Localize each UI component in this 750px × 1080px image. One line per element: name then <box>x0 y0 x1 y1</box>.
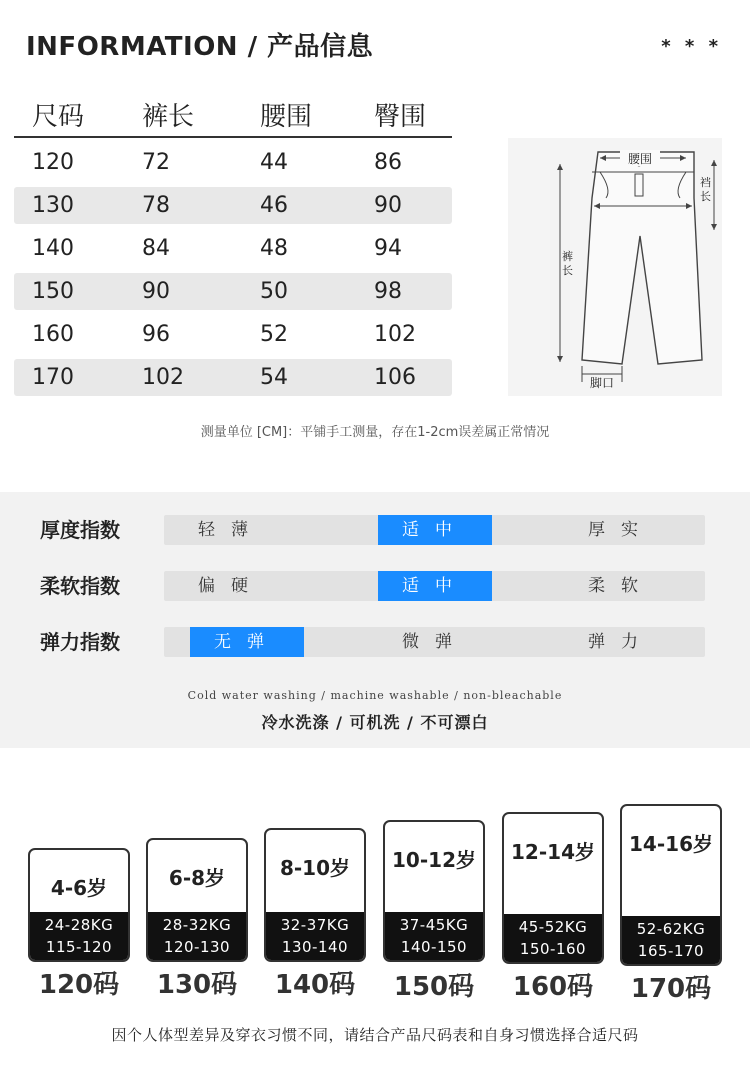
diagram-hem-label: 脚口 <box>589 376 615 390</box>
wash-instructions-cn: 冷水洗涤 / 可机洗 / 不可漂白 <box>261 713 489 732</box>
index-bar <box>164 627 705 657</box>
index-bar <box>164 571 705 601</box>
diagram-rise-label <box>700 175 715 203</box>
rise-char-1: 裆 <box>700 176 711 189</box>
card-size-label: 150码 <box>393 972 475 1002</box>
index-option: 厚实 <box>588 520 654 540</box>
size-card <box>264 828 366 962</box>
index-title: 柔软指数 <box>40 574 120 598</box>
header-length: 裤长 <box>142 101 195 132</box>
table-row <box>14 230 452 267</box>
header-waist: 腰围 <box>260 101 313 132</box>
table-row <box>14 273 452 310</box>
size-table-header <box>14 92 452 138</box>
table-cell: 98 <box>374 279 402 304</box>
table-cell: 96 <box>142 322 170 347</box>
size-table <box>14 92 452 396</box>
card-age: 14-16岁 <box>629 832 713 856</box>
index-option-active: 适中 <box>378 571 492 601</box>
decorative-stars: * * * <box>661 36 722 57</box>
card-info <box>30 912 128 960</box>
table-cell: 44 <box>260 150 288 175</box>
table-cell: 160 <box>32 322 74 347</box>
table-cell: 106 <box>374 365 416 390</box>
card-height: 165-170 <box>637 942 705 960</box>
card-weight: 32-37KG <box>280 916 350 934</box>
diagram-length-label <box>562 249 577 277</box>
card-weight: 52-62KG <box>636 920 706 938</box>
table-cell: 50 <box>260 279 288 304</box>
table-cell: 102 <box>142 365 184 390</box>
elasticity-index-row <box>0 627 750 657</box>
rise-char-2: 长 <box>700 190 711 203</box>
header-hip: 臀围 <box>374 101 427 132</box>
table-cell: 52 <box>260 322 288 347</box>
table-cell: 78 <box>142 193 170 218</box>
index-title: 厚度指数 <box>40 518 120 542</box>
card-weight: 45-52KG <box>518 918 588 936</box>
index-option: 偏硬 <box>198 576 264 596</box>
table-cell: 86 <box>374 150 402 175</box>
card-size-label: 130码 <box>156 970 238 1000</box>
card-info <box>266 912 364 960</box>
card-size-label: 160码 <box>512 972 594 1002</box>
table-cell: 140 <box>32 236 74 261</box>
index-title: 弹力指数 <box>40 630 120 654</box>
table-cell: 54 <box>260 365 288 390</box>
table-cell: 84 <box>142 236 170 261</box>
card-age: 10-12岁 <box>392 848 476 872</box>
table-cell: 94 <box>374 236 402 261</box>
measurement-note: 测量单位 [CM]：平铺手工测量，存在1-2cm误差属正常情况 <box>200 425 550 440</box>
table-row <box>14 187 452 224</box>
card-age: 6-8岁 <box>168 866 226 890</box>
card-info <box>504 914 602 962</box>
table-row <box>14 316 452 353</box>
table-row <box>14 359 452 396</box>
card-height: 140-150 <box>400 938 468 956</box>
card-size-label: 140码 <box>274 970 356 1000</box>
table-cell: 72 <box>142 150 170 175</box>
index-bar <box>164 515 705 545</box>
card-height: 130-140 <box>281 938 349 956</box>
card-weight: 28-32KG <box>162 916 232 934</box>
size-card <box>502 812 604 964</box>
table-cell: 90 <box>374 193 402 218</box>
header-size: 尺码 <box>32 101 85 132</box>
card-weight: 24-28KG <box>44 916 114 934</box>
size-card <box>620 804 722 966</box>
table-cell: 130 <box>32 193 74 218</box>
index-option: 微弹 <box>402 632 468 652</box>
table-cell: 150 <box>32 279 74 304</box>
card-weight: 37-45KG <box>399 916 469 934</box>
table-cell: 48 <box>260 236 288 261</box>
diagram-waist-label: 腰围 <box>627 152 653 166</box>
size-advice-footer: 因个人体型差异及穿衣习惯不同，请结合产品尺码表和自身习惯选择合适尺码 <box>111 1026 639 1044</box>
size-card <box>383 820 485 962</box>
table-cell: 170 <box>32 365 74 390</box>
table-cell: 46 <box>260 193 288 218</box>
card-height: 150-160 <box>519 940 587 958</box>
table-row <box>14 144 452 181</box>
table-cell: 102 <box>374 322 416 347</box>
thickness-index-row <box>0 515 750 545</box>
index-option-active: 无弹 <box>190 627 304 657</box>
card-size-label: 120码 <box>38 970 120 1000</box>
pants-diagram <box>508 138 728 398</box>
card-age: 8-10岁 <box>279 856 351 880</box>
size-card <box>146 838 248 962</box>
card-info <box>148 912 246 960</box>
card-height: 120-130 <box>163 938 231 956</box>
card-age: 4-6岁 <box>50 876 108 900</box>
index-option: 柔软 <box>588 576 654 596</box>
index-option: 轻薄 <box>198 520 264 540</box>
size-card <box>28 848 130 962</box>
table-cell: 120 <box>32 150 74 175</box>
card-info <box>622 916 720 964</box>
section-title: INFORMATION / 产品信息 <box>26 32 374 62</box>
card-height: 115-120 <box>45 938 113 956</box>
index-option: 弹力 <box>588 632 654 652</box>
length-char-2: 长 <box>562 264 573 277</box>
wash-instructions-en: Cold water washing / machine washable / non-bleachable <box>187 689 563 702</box>
card-info <box>385 912 483 960</box>
card-size-label: 170码 <box>630 974 712 1004</box>
softness-index-row <box>0 571 750 601</box>
length-char-1: 裤 <box>562 250 573 263</box>
card-age: 12-14岁 <box>511 840 595 864</box>
table-cell: 90 <box>142 279 170 304</box>
index-option-active: 适中 <box>378 515 492 545</box>
